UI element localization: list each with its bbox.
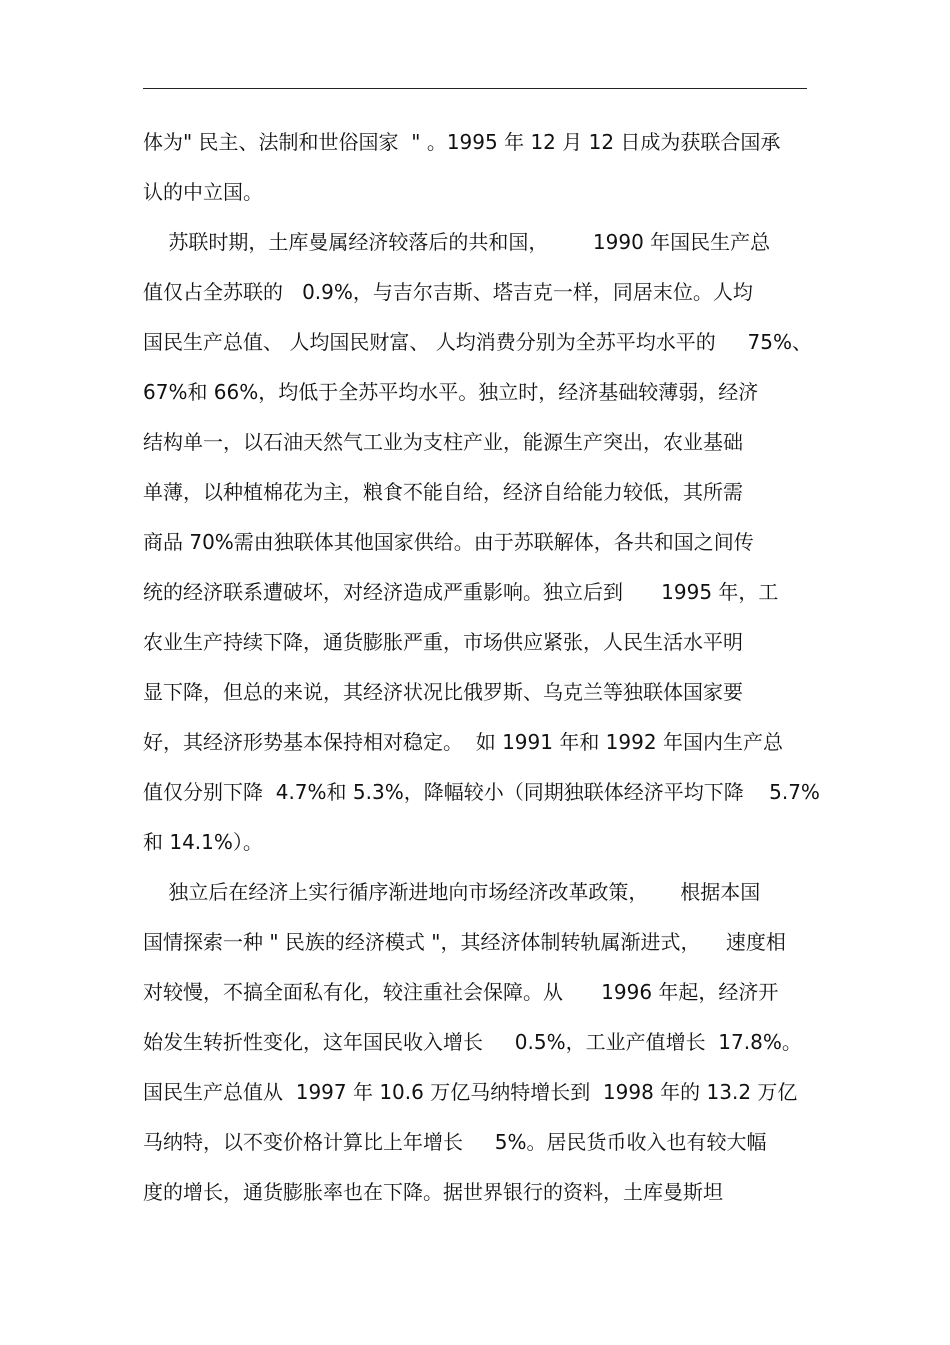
- text-line: 独立后在经济上实行循序渐进地向市场经济改革政策， 根据本国: [143, 880, 761, 904]
- text-line: 苏联时期，土库曼属经济较落后的共和国， 1990 年国民生产总: [143, 230, 771, 254]
- text-line: 国民生产总值从 1997 年 10.6 万亿马纳特增长到 1998 年的 13.2 万亿: [143, 1080, 798, 1104]
- text-line: 值仅占全苏联的 0.9%，与吉尔吉斯、塔吉克一样，同居末位。人均: [143, 280, 753, 304]
- text-line: 好，其经济形势基本保持相对稳定。 如 1991 年和 1992 年国内生产总: [143, 730, 783, 754]
- text-line: 统的经济联系遭破坏，对经济造成严重影响。独立后到 1995 年，工: [143, 580, 779, 604]
- text-line: 67%和 66%，均低于全苏平均水平。独立时，经济基础较薄弱，经济: [143, 380, 759, 404]
- text-line: 对较慢，不搞全面私有化，较注重社会保障。从 1996 年起，经济开: [143, 980, 779, 1004]
- text-line: 农业生产持续下降，通货膨胀严重，市场供应紧张，人民生活水平明: [143, 630, 743, 654]
- text-line: 结构单一，以石油天然气工业为支柱产业，能源生产突出，农业基础: [143, 430, 743, 454]
- text-line: 认的中立国。: [143, 180, 263, 204]
- text-line: 显下降，但总的来说，其经济状况比俄罗斯、乌克兰等独联体国家要: [143, 680, 743, 704]
- text-line: 和 14.1%）。: [143, 830, 263, 854]
- text-line: 国情探索一种 " 民族的经济模式 "，其经济体制转轨属渐进式， 速度相: [143, 930, 786, 954]
- text-line: 国民生产总值、 人均国民财富、 人均消费分别为全苏平均水平的 75%、: [143, 330, 812, 354]
- text-line: 马纳特，以不变价格计算比上年增长 5%。居民货币收入也有较大幅: [143, 1130, 767, 1154]
- text-line: 值仅分别下降 4.7%和 5.3%，降幅较小（同期独联体经济平均下降 5.7%: [143, 780, 820, 804]
- text-line: 商品 70%需由独联体其他国家供给。由于苏联解体，各共和国之间传: [143, 530, 754, 554]
- header-rule: [143, 88, 807, 89]
- text-line: 始发生转折性变化，这年国民收入增长 0.5%，工业产值增长 17.8%。: [143, 1030, 802, 1054]
- text-line: 体为" 民主、法制和世俗国家 " 。1995 年 12 月 12 日成为获联合国承: [143, 130, 781, 154]
- text-line: 单薄，以种植棉花为主，粮食不能自给，经济自给能力较低，其所需: [143, 480, 743, 504]
- text-line: 度的增长，通货膨胀率也在下降。据世界银行的资料，土库曼斯坦: [143, 1180, 723, 1204]
